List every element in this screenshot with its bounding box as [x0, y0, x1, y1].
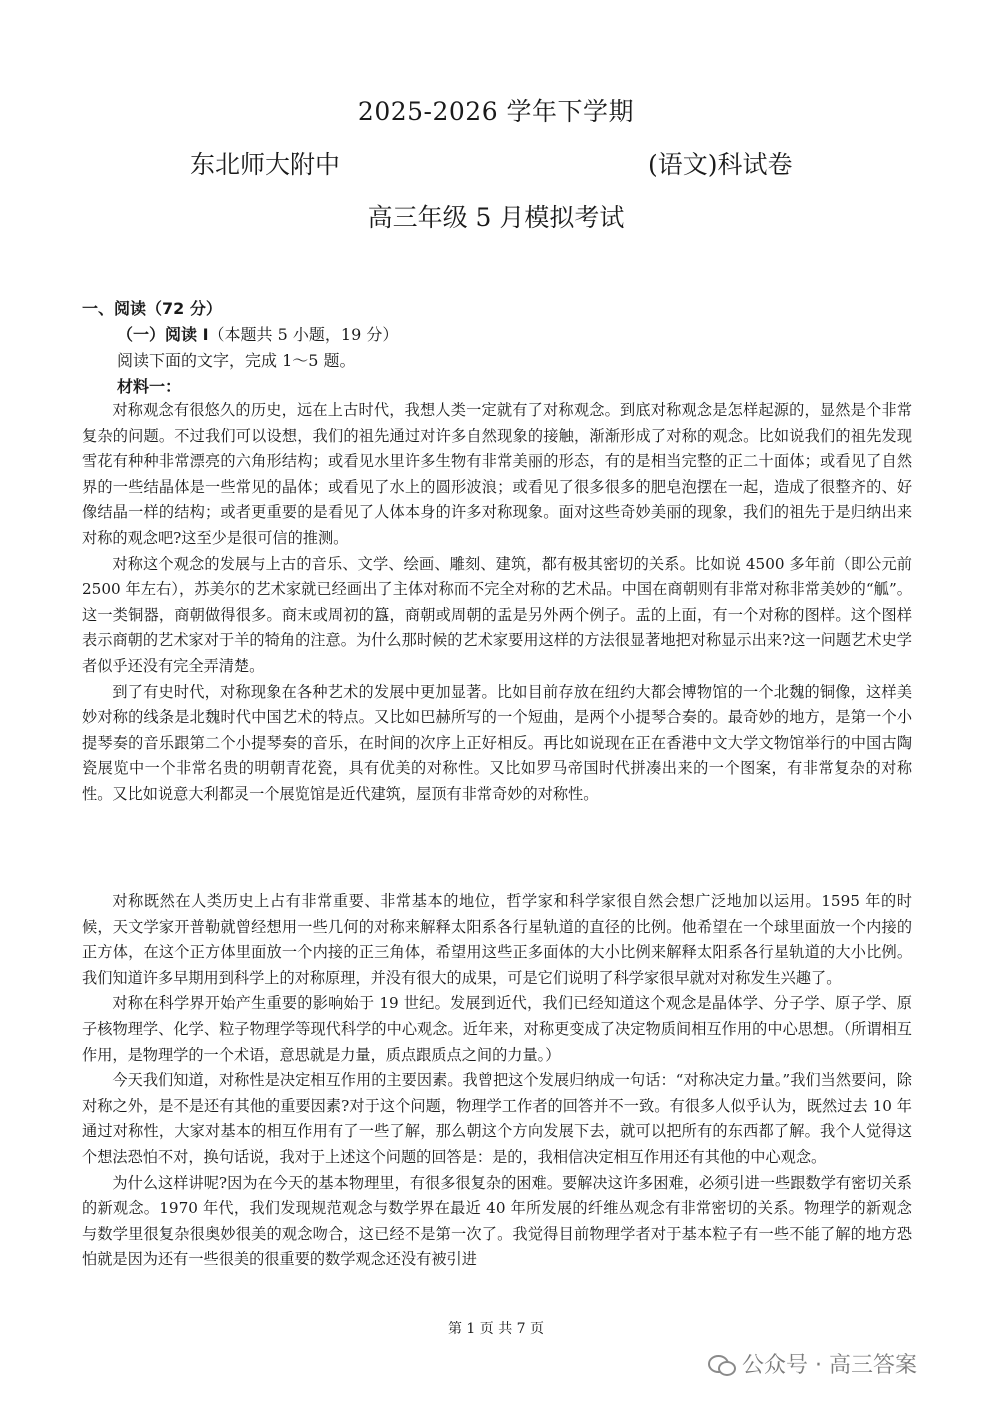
material-label: 材料一：: [117, 377, 182, 396]
term-title: 2025-2026 学年下学期: [357, 97, 635, 126]
part-heading: [117, 322, 398, 345]
paragraph: 对称观念有很悠久的历史，远在上古时代，我想人类一定就有了对称观念。到底对称观念是怎样起源的，显然是个非常复杂的问题。不过我们可以设想，我们的祖先通过对许多自然现象的接触，渐渐形成了对称的观念。比如说我们的祖先发现雪花有种种非常漂亮的六角形结构；或看见水里许多生物有非常美丽的形态，有的是相当完整的正二十面体；或看见了自然界的一些结晶体是一些常见的晶体；或看见了水上的圆形波浪；或看见了很多很多的肥皂泡摆在一起，造成了很整齐的、好像结晶一样的结构；或者更重要的是看见了人体本身的许多对称现象。面对这些奇妙美丽的现象，我们的祖先于是归纳出来对称的观念吧?这至少是很可信的推测。: [82, 401, 912, 547]
paragraph: 今天我们知道，对称性是决定相互作用的主要因素。我曾把这个发展归纳成一句话：“对称决定力量。”我们当然要问，除对称之外，是不是还有其他的重要因素?对于这个问题，物理学工作者的回答并不一致。有很多人似乎认为，既然过去 10 年通过对称性，大家对基本的相互作用有了一些了解，那么朝这个方向发展下去，就可以把所有的东西都了解。我个人觉得这个想法恐怕不对，换句话说，我对于上述这个问题的回答是：是的，我相信决定相互作用还有其他的中心观念。: [82, 1071, 912, 1166]
part-note: （本题共 5 小题，19 分）: [208, 325, 399, 344]
watermark: [708, 1348, 917, 1379]
exam-title: 高三年级 5 月模拟考试: [367, 203, 625, 232]
watermark-text: 公众号 · 高三答案: [742, 1353, 917, 1378]
part-label: （一）阅读 I: [117, 325, 209, 344]
paragraph: 对称既然在人类历史上占有非常重要、非常基本的地位，哲学家和科学家很自然会想广泛地加以运用。1595 年的时候，天文学家开普勒就曾经想用一些几何的对称来解释太阳系各行星轨道的直径的比例。他希望在一个球里面放一个内接的正方体，在这个正方体里面放一个内接的正三角体，希望用这些正多面体的大小比例来解释太阳系各行星轨道的大小比例。我们知道许多早期用到科学上的对称原理，并没有很大的成果，可是它们说明了科学家很早就对对称发生兴趣了。: [82, 892, 912, 987]
school-name: 东北师大附中: [190, 150, 341, 179]
reading-instruction: 阅读下面的文字，完成 1～5 题。: [117, 351, 356, 370]
material-text-part-b: [82, 889, 912, 1273]
paragraph: 对称这个观念的发展与上古的音乐、文学、绘画、雕刻、建筑，都有极其密切的关系。比如说 4500 多年前（即公元前 2500 年左右），苏美尔的艺术家就已经画出了主体对称而不完全对称的艺术品。中国在商朝则有非常对称非常美妙的“觚”。这一类铜器，商朝做得很多。商末或周初的簋，商朝或周朝的盂是另外两个例子。盂的上面，有一个对称的图样。这个图样表示商朝的艺术家对于羊的犄角的注意。为什么那时候的艺术家要用这样的方法很显著地把对称显示出来?这一问题艺术史学者似乎还没有完全弄清楚。: [82, 554, 912, 675]
page-footer: 第 1 页 共 7 页: [447, 1321, 545, 1337]
material-text-part-a: [82, 398, 912, 808]
wechat-icon: [708, 1353, 734, 1375]
paragraph: 到了有史时代，对称现象在各种艺术的发展中更加显著。比如目前存放在纽约大都会博物馆的一个北魏的铜像，这样美妙对称的线条是北魏时代中国艺术的特点。又比如巴赫所写的一个短曲，是两个小提琴合奏的。最奇妙的地方，是第一个小提琴奏的音乐跟第二个小提琴奏的音乐，在时间的次序上正好相反。再比如说现在正在香港中文大学文物馆举行的中国古陶瓷展览中一个非常名贵的明朝青花瓷，具有优美的对称性。又比如罗马帝国时代拼凑出来的一个图案，有非常复杂的对称性。又比如说意大利都灵一个展览馆是近代建筑，屋顶有非常奇妙的对称性。: [82, 682, 912, 803]
paragraph: 为什么这样讲呢?因为在今天的基本物理里，有很多很复杂的困难。要解决这许多困难，必须引进一些跟数学有密切关系的新观念。1970 年代，我们发现规范观念与数学界在最近 40 年所发展的纤维丛观念有非常密切的关系。物理学的新观念与数学里很复杂很奥妙很美的观念吻合，这已经不是第一次了。我觉得目前物理学者对于基本粒子有一些不能了解的地方恐怕就是因为还有一些很美的很重要的数学观念还没有被引进: [82, 1173, 912, 1269]
paragraph: 对称在科学界开始产生重要的影响始于 19 世纪。发展到近代，我们已经知道这个观念是晶体学、分子学、原子学、原子核物理学、化学、粒子物理学等现代科学的中心观念。近年来，对称更变成了决定物质间相互作用的中心思想。（所谓相互作用，是物理学的一个术语，意思就是力量，质点跟质点之间的力量。）: [82, 994, 912, 1064]
subject-title: (语文)科试卷: [648, 150, 793, 179]
section-heading: 一、阅读（72 分）: [82, 299, 222, 318]
